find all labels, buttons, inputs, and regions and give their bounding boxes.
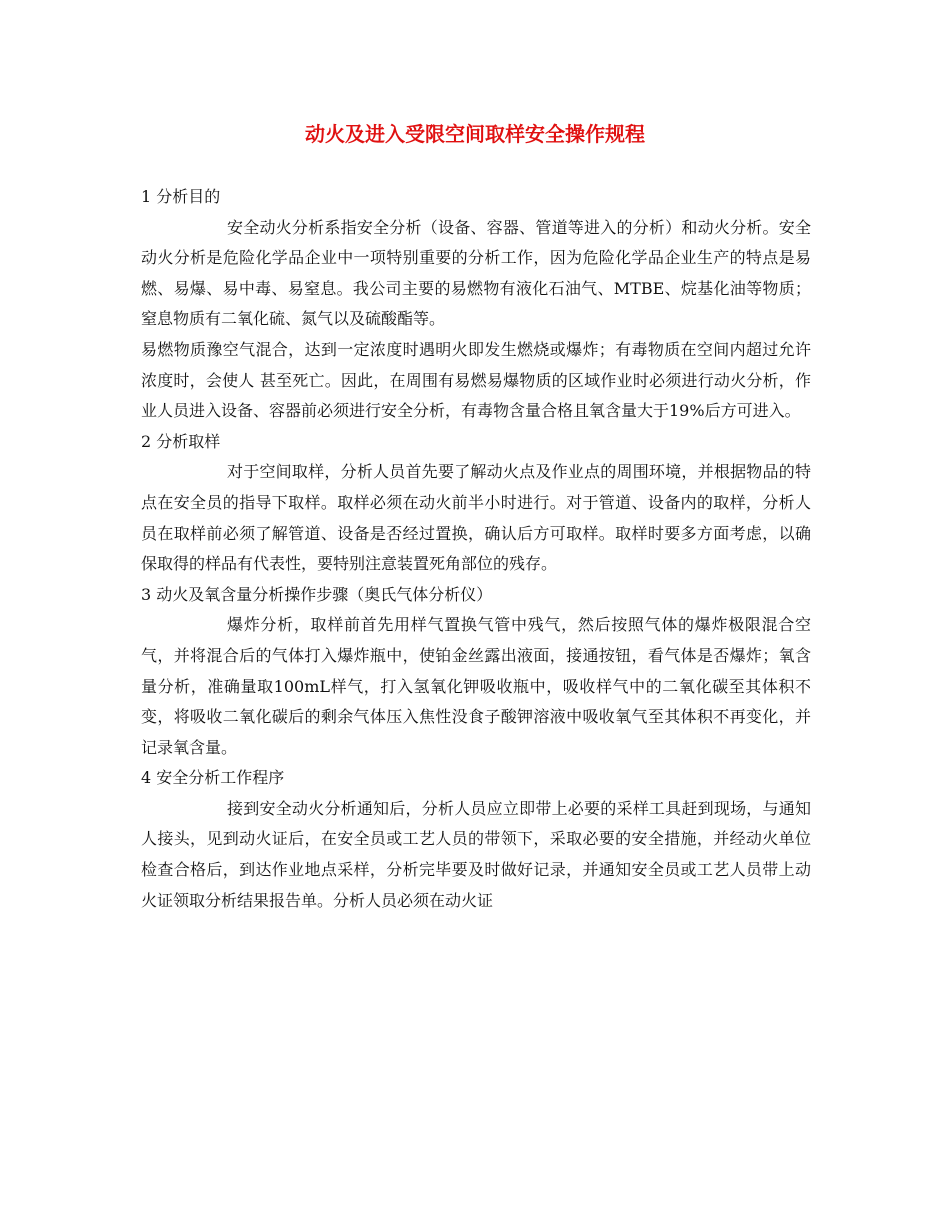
section-4-paragraph-1: 接到安全动火分析通知后，分析人员应立即带上必要的采样工具赶到现场，与通知人接头，见到动火证后，在安全员或工艺人员的带领下，采取必要的安全措施，并经动火单位检查合格后，到达作业地点采样，分析完毕要及时做好记录，并通知安全员或工艺人员带上动火证领取分析结果报告单。分析人员必须在动火证 bbox=[141, 798, 811, 910]
section-2-paragraph-1: 对于空间取样，分析人员首先要了解动火点及作业点的周围环境，并根据物品的特点在安全员的指导下取样。取样必须在动火前半小时进行。对于管道、设备内的取样，分析人员在取样前必须了解管道、设备是否经过置换，确认后方可取样。取样时要多方面考虑，以确保取得的样品有代表性，要特别注意装置死角部位的残存。 bbox=[141, 462, 811, 574]
section-1-paragraph-1: 安全动火分析系指安全分析（设备、容器、管道等进入的分析）和动火分析。安全动火分析是危险化学品企业中一项特别重要的分析工作，因为危险化学品企业生产的特点是易燃、易爆、易中毒、易窒息。我公司主要的易燃物有液化石油气、MTBE、烷基化油等物质；窒息物质有二氧化硫、氮气以及硫酸酯等。 bbox=[141, 217, 811, 329]
section-1-paragraph-2: 易燃物质豫空气混合，达到一定浓度时遇明火即发生燃烧或爆炸；有毒物质在空间内超过允许浓度时，会使人 甚至死亡。因此，在周围有易燃易爆物质的区域作业时必须进行动火分析，作业人员进入设备、容器前必须进行安全分析，有毒物含量合格且氧含量大于19%后方可进入。 bbox=[141, 339, 811, 421]
document-body bbox=[141, 182, 811, 916]
section-1-heading: 1 分析目的 bbox=[141, 187, 221, 206]
section-4-heading: 4 安全分析工作程序 bbox=[141, 768, 285, 788]
section-3-heading: 3 动火及氧含量分析操作步骤（奥氏气体分析仪） bbox=[141, 584, 493, 604]
document-title: 动火及进入受限空间取样安全操作规程 bbox=[305, 122, 645, 146]
section-2-heading: 2 分析取样 bbox=[141, 431, 221, 451]
section-3-paragraph-1: 爆炸分析，取样前首先用样气置换气管中残气，然后按照气体的爆炸极限混合空气，并将混合后的气体打入爆炸瓶中，使铂金丝露出液面，接通按钮，看气体是否爆炸；氧含量分析，准确量取100mL样气，打入氢氧化钾吸收瓶中，吸收样气中的二氧化碳至其体积不变，将吸收二氧化碳后的剩余气体压入焦性没食子酸钾溶液中吸收氧气至其体积不再变化，并记录氧含量。 bbox=[141, 615, 811, 757]
